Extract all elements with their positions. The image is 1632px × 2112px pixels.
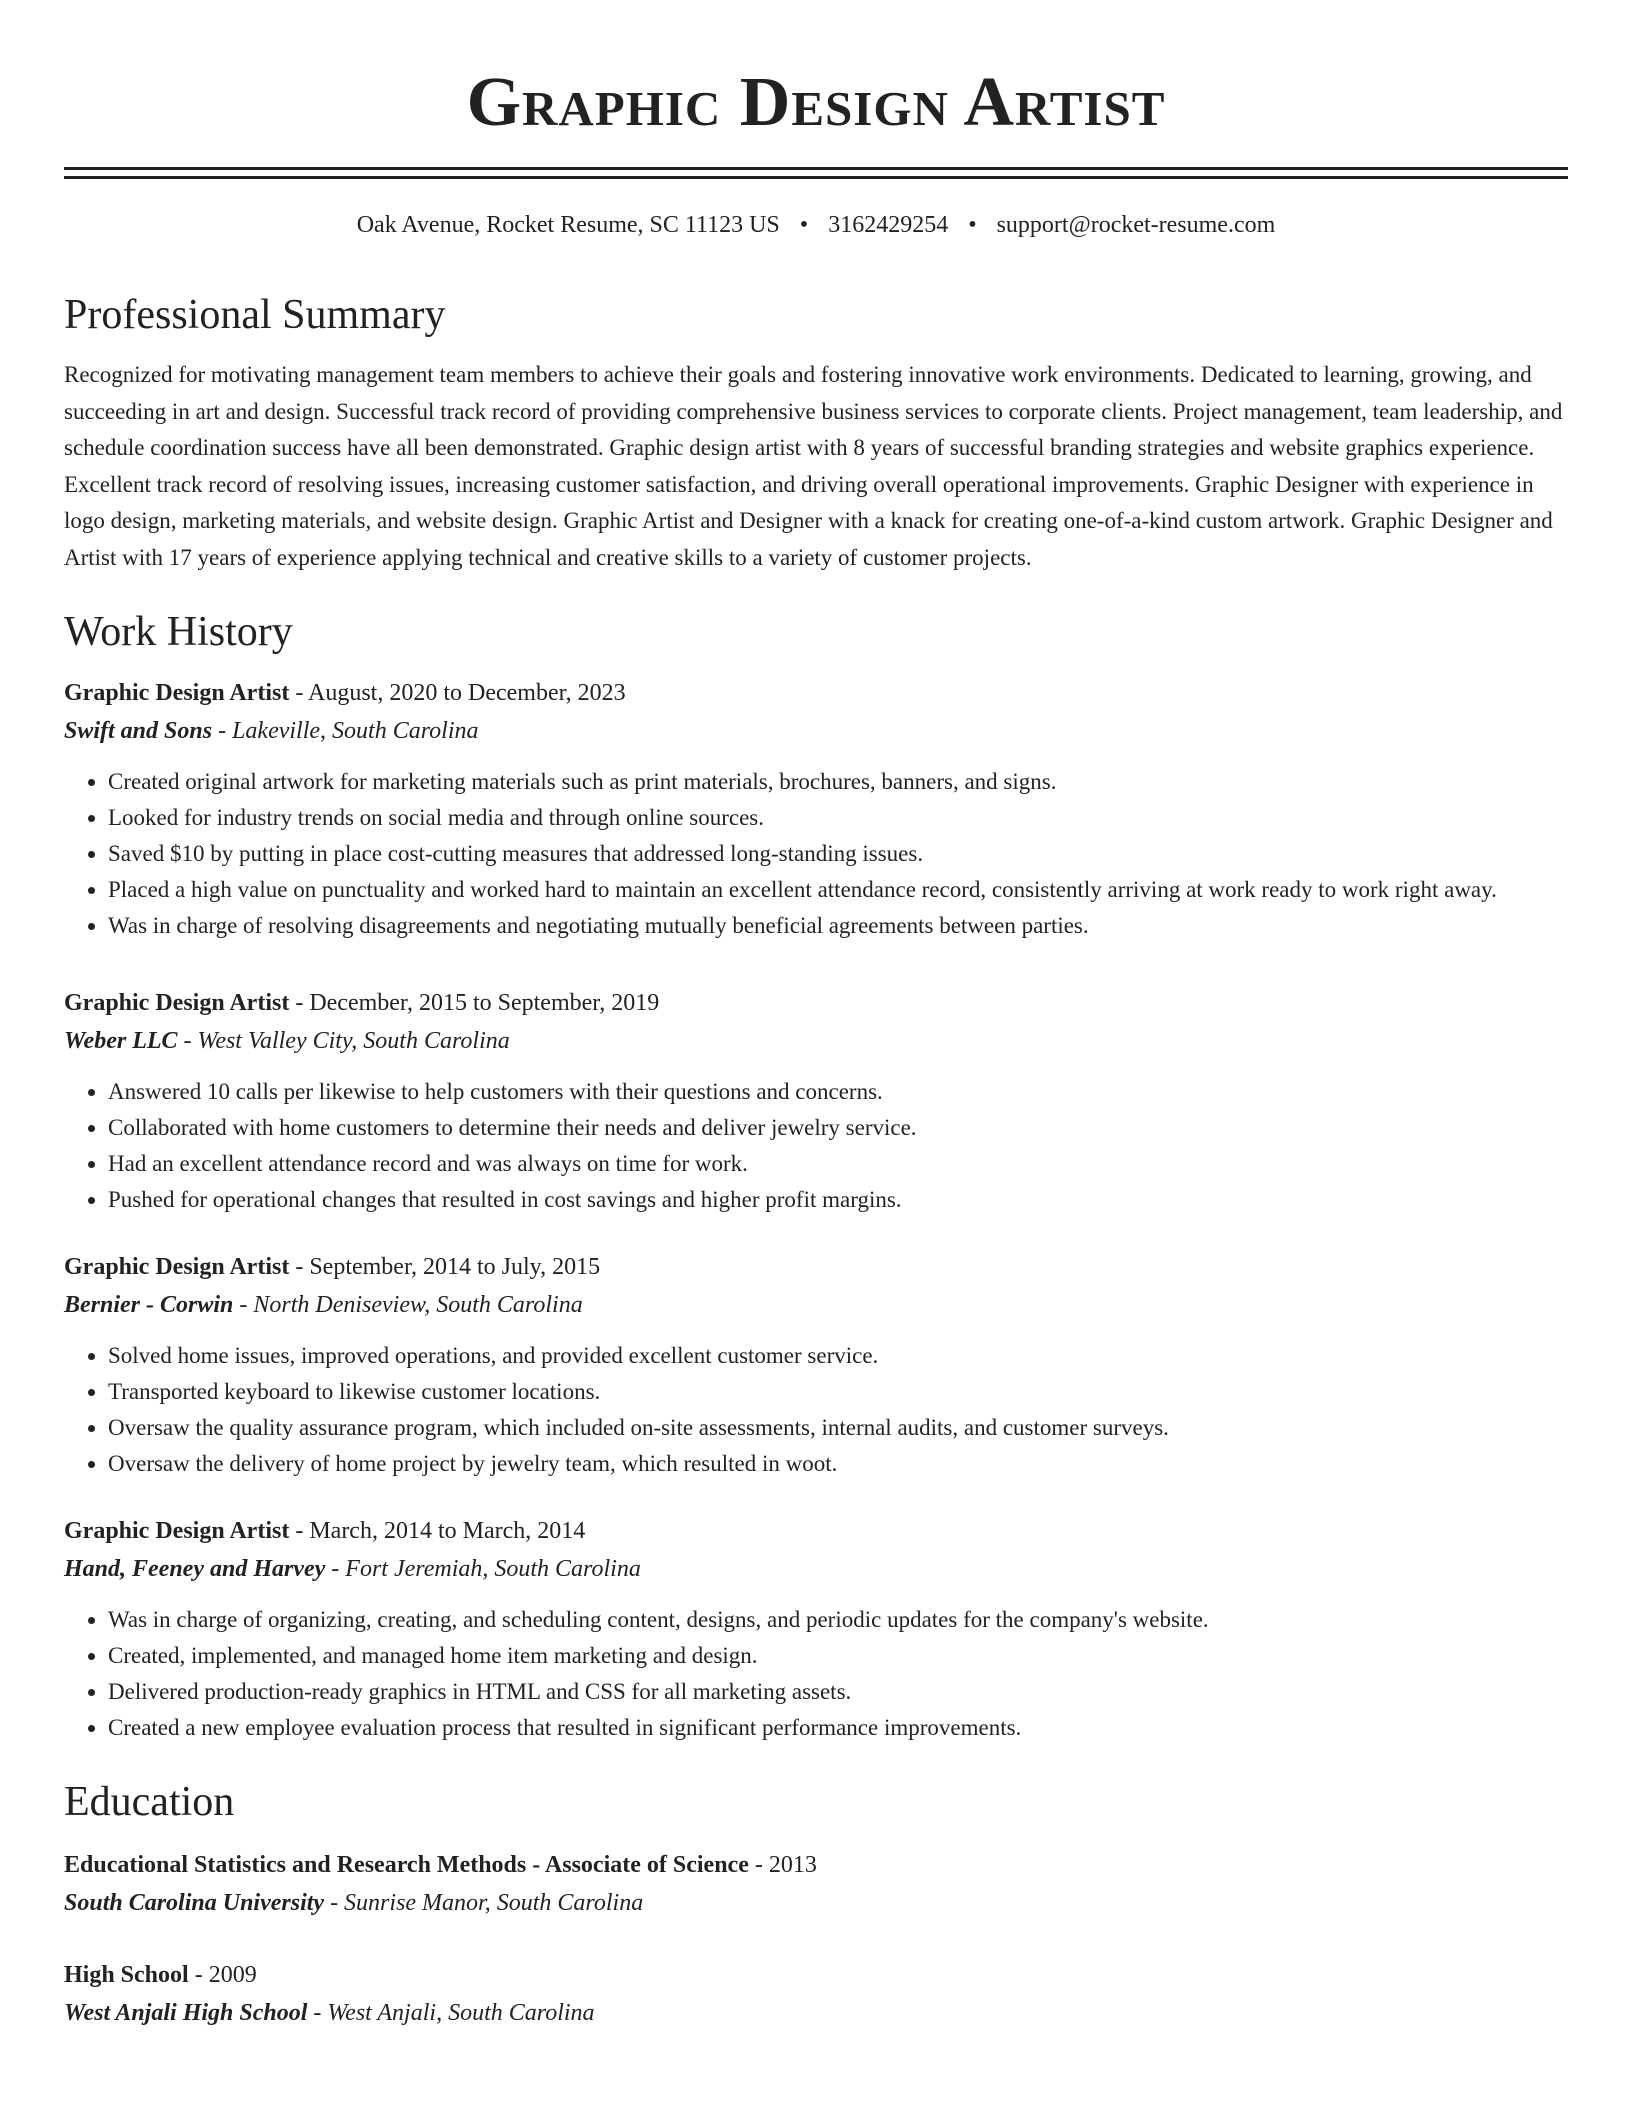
header-divider-thick	[64, 167, 1568, 170]
job-bullet: • Placed a high value on punctuality and worked hard to maintain an excellent attendance record, consistently arriving at work ready to work right away.	[108, 872, 1568, 908]
summary-text: Recognized for motivating management team members to achieve their goals and fostering innovative work environments. Dedicated to learning, growing, and succeeding in art and design. Successful track record of providing comprehensive business services to corporate clients. Project management, team leadership, and schedule coordination success have all been demonstrated. Graphic design artist with 8 years of successful branding strategies and website graphics experience. Excellent track record of resolving issues, increasing customer satisfaction, and driving overall operational improvements. Graphic Designer with experience in logo design, marketing materials, and website design. Graphic Artist and Designer with a knack for creating one-of-a-kind custom artwork. Graphic Designer and Artist with 17 years of experience applying technical and creative skills to a variety of customer projects.	[64, 362, 1563, 570]
job-bullet: • Was in charge of organizing, creating, and scheduling content, designs, and periodic updates for the company's website.	[108, 1602, 1568, 1638]
job-location: - Fort Jeremiah, South Carolina	[325, 1556, 641, 1582]
job-title: Graphic Design Artist	[64, 1518, 290, 1544]
section-heading-summary: Professional Summary	[64, 292, 446, 338]
job-location: - Lakeville, South Carolina	[212, 718, 479, 744]
job-bullet: • Looked for industry trends on social media and through online sources.	[108, 800, 1568, 836]
job-company: Weber LLC	[64, 1028, 178, 1054]
job-bullet: • Was in charge of resolving disagreements and negotiating mutually beneficial agreements between parties.	[108, 908, 1568, 944]
contact-phone: 3162429254	[828, 212, 949, 238]
education-school-line	[64, 1884, 1568, 1922]
job-bullet: • Answered 10 calls per likewise to help customers with their questions and concerns.	[108, 1074, 1568, 1110]
contact-email: support@rocket-resume.com	[996, 212, 1276, 238]
education-degree-line	[64, 1956, 1568, 1994]
contact-separator: •	[799, 212, 809, 238]
job-company-line	[64, 712, 1568, 750]
education-location: - Sunrise Manor, South Carolina	[324, 1890, 644, 1916]
job-bullet-list	[64, 1338, 1568, 1482]
header-divider-thin	[64, 176, 1568, 179]
education-entry	[64, 1956, 1568, 2032]
job-company: Hand, Feeney and Harvey	[64, 1556, 326, 1582]
job-bullet: • Solved home issues, improved operations, and provided excellent customer service.	[108, 1338, 1568, 1374]
job-bullet: • Pushed for operational changes that resulted in cost savings and higher profit margins.	[108, 1182, 1568, 1218]
job-bullet: • Delivered production-ready graphics in HTML and CSS for all marketing assets.	[108, 1674, 1568, 1710]
job-entry	[64, 984, 1568, 1218]
education-year: - 2013	[748, 1852, 817, 1878]
contact-line	[64, 207, 1568, 243]
job-title: Graphic Design Artist	[64, 680, 290, 706]
education-school: South Carolina University	[64, 1890, 325, 1916]
job-company-line	[64, 1022, 1568, 1060]
job-title-line	[64, 1248, 1568, 1286]
job-dates: - August, 2020 to December, 2023	[289, 680, 626, 706]
education-degree: High School	[64, 1962, 189, 1988]
job-company: Bernier - Corwin	[64, 1292, 234, 1318]
education-degree: Educational Statistics and Research Methods - Associate of Science	[64, 1852, 749, 1878]
job-dates: - September, 2014 to July, 2015	[289, 1254, 601, 1280]
job-company: Swift and Sons	[64, 718, 213, 744]
job-bullet: • Oversaw the delivery of home project by jewelry team, which resulted in woot.	[108, 1446, 1568, 1482]
job-dates: - March, 2014 to March, 2014	[289, 1518, 586, 1544]
job-location: - North Deniseview, South Carolina	[233, 1292, 583, 1318]
contact-address: Oak Avenue, Rocket Resume, SC 11123 US	[356, 212, 780, 238]
job-bullet-list	[64, 1602, 1568, 1746]
job-bullet: • Saved $10 by putting in place cost-cutting measures that addressed long-standing issues.	[108, 836, 1568, 872]
job-title-line	[64, 984, 1568, 1022]
page-title: Graphic Design Artist	[466, 64, 1166, 141]
job-location: - West Valley City, South Carolina	[177, 1028, 510, 1054]
education-year: - 2009	[188, 1962, 257, 1988]
job-entry	[64, 674, 1568, 944]
job-bullet-list	[64, 1074, 1568, 1218]
job-title: Graphic Design Artist	[64, 1254, 290, 1280]
education-entry	[64, 1846, 1568, 1922]
job-title-line	[64, 1512, 1568, 1550]
job-entry	[64, 1512, 1568, 1746]
job-bullet: • Transported keyboard to likewise customer locations.	[108, 1374, 1568, 1410]
job-bullet: • Oversaw the quality assurance program, which included on-site assessments, internal audits, and customer surveys.	[108, 1410, 1568, 1446]
section-heading-work-history: Work History	[64, 609, 293, 655]
job-bullet: • Had an excellent attendance record and was always on time for work.	[108, 1146, 1568, 1182]
job-bullet: • Created a new employee evaluation process that resulted in significant performance improvements.	[108, 1710, 1568, 1746]
resume-content	[64, 60, 1568, 2032]
job-company-line	[64, 1550, 1568, 1588]
job-bullet-list	[64, 764, 1568, 944]
job-bullet: • Collaborated with home customers to determine their needs and deliver jewelry service.	[108, 1110, 1568, 1146]
job-company-line	[64, 1286, 1568, 1324]
job-title-line	[64, 674, 1568, 712]
job-title: Graphic Design Artist	[64, 990, 290, 1016]
job-bullet: • Created, implemented, and managed home item marketing and design.	[108, 1638, 1568, 1674]
job-dates: - December, 2015 to September, 2019	[289, 990, 660, 1016]
job-bullet: • Created original artwork for marketing materials such as print materials, brochures, banners, and signs.	[108, 764, 1568, 800]
job-entry	[64, 1248, 1568, 1482]
section-heading-education: Education	[64, 1779, 235, 1825]
education-school: West Anjali High School	[64, 2000, 308, 2026]
contact-separator: •	[968, 212, 977, 238]
education-school-line	[64, 1994, 1568, 2032]
education-location: - West Anjali, South Carolina	[307, 2000, 595, 2026]
education-degree-line	[64, 1846, 1568, 1884]
